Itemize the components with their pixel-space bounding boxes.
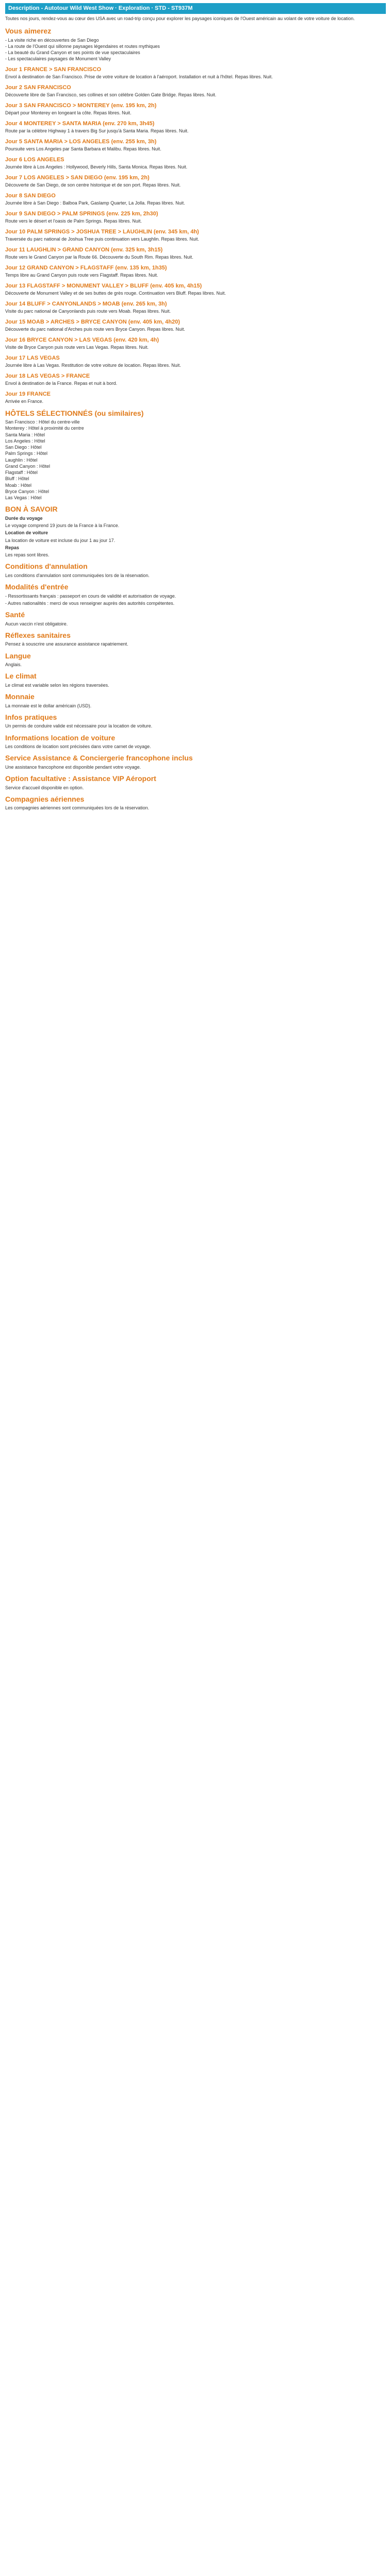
bon-a-savoir-section <box>5 505 386 558</box>
langue-section <box>5 652 386 668</box>
infos-section <box>5 713 386 730</box>
climat-section <box>5 672 386 688</box>
section-heading: Santé <box>5 611 25 619</box>
day-heading: Jour 16 BRYCE CANYON > LAS VEGAS (env. 420 km, 4h) <box>5 336 159 343</box>
day-heading: Jour 4 MONTEREY > SANTA MARIA (env. 270 km, 3h45) <box>5 120 155 127</box>
block-heading: Repas <box>5 545 20 550</box>
day-text: Visite du parc national de Canyonlands puis route vers Moab. Repas libres. Nuit. <box>5 309 171 314</box>
hotel-line: Moab : Hôtel <box>5 482 32 488</box>
monnaie-text: La monnaie est le dollar américain (USD). <box>5 703 92 708</box>
reflexes-section <box>5 631 386 648</box>
list-item: - La beauté du Grand Canyon et ses points de vue spectaculaires <box>5 50 140 56</box>
section-heading: Le climat <box>5 672 37 681</box>
hotel-line: Palm Springs : Hôtel <box>5 451 48 456</box>
section-heading: Service Assistance & Conciergerie francophone inclus <box>5 754 193 762</box>
section-heading: Réflexes sanitaires <box>5 631 71 639</box>
day-heading: Jour 11 LAUGHLIN > GRAND CANYON (env. 325 km, 3h15) <box>5 246 163 253</box>
block-text: Le voyage comprend 19 jours de la France à la France. <box>5 523 120 529</box>
climat-text: Le climat est variable selon les régions traversées. <box>5 682 109 688</box>
hotel-line: Bryce Canyon : Hôtel <box>5 488 50 494</box>
day-text: Journée libre à Las Vegas. Restitution de votre voiture de location. Repas libres. Nuit. <box>5 363 181 368</box>
hotel-line: Grand Canyon : Hôtel <box>5 463 51 469</box>
day-text: Découverte libre de San Francisco, ses collines et son célèbre Golden Gate Bridge. Repas libres. Nuit. <box>5 92 217 98</box>
day-heading: Jour 3 SAN FRANCISCO > MONTEREY (env. 195 km, 2h) <box>5 102 157 109</box>
conditions-section <box>5 562 386 579</box>
day-text: Route vers le désert et l'oasis de Palm Springs. Repas libres. Nuit. <box>5 218 142 224</box>
day-heading: Jour 6 LOS ANGELES <box>5 156 64 163</box>
block-text: La location de voiture est incluse du jour 1 au jour 17. <box>5 537 116 543</box>
section-heading: BON À SAVOIR <box>5 505 58 514</box>
day-heading: Jour 1 FRANCE > SAN FRANCISCO <box>5 66 102 73</box>
vous-aimerez-section <box>5 27 386 62</box>
day-text: Route par la célèbre Highway 1 à travers Big Sur jusqu'à Santa Maria. Repas libres. Nuit. <box>5 128 189 134</box>
hotels-section <box>5 409 386 501</box>
section-heading: Informations location de voiture <box>5 733 116 742</box>
compagnies-text: Les compagnies aériennes sont communiquées lors de la réservation. <box>5 805 150 811</box>
hotel-line: Laughlin : Hôtel <box>5 457 38 463</box>
intro-text: Toutes nos jours, rendez-vous au cœur des USA avec un road-trip conçu pour explorer les paysages iconiques de l'Ouest américain au volant de votre voiture de location. <box>5 15 355 21</box>
block-heading: Location de voiture <box>5 530 48 536</box>
section-heading: Option facultative : Assistance VIP Aéroport <box>5 774 156 783</box>
day-heading: Jour 19 FRANCE <box>5 391 51 397</box>
day-heading: Jour 5 SANTA MARIA > LOS ANGELES (env. 255 km, 3h) <box>5 138 157 145</box>
day-text: Découverte de San Diego, de son centre historique et de son port. Repas libres. Nuit. <box>5 182 181 188</box>
modalites-text: - Autres nationalités : merci de vous renseigner auprès des autorités compétentes. <box>5 600 175 606</box>
day-text: Poursuite vers Los Angeles par Santa Barbara et Malibu. Repas libres. Nuit. <box>5 146 161 152</box>
section-heading: Infos pratiques <box>5 713 57 721</box>
day-heading: Jour 14 BLUFF > CANYONLANDS > MOAB (env. 265 km, 3h) <box>5 300 167 307</box>
sante-text: Aucun vaccin n'est obligatoire. <box>5 621 68 626</box>
hotel-line: Las Vegas : Hôtel <box>5 495 42 501</box>
hotel-line: Flagstaff : Hôtel <box>5 470 38 476</box>
section-heading: Modalités d'entrée <box>5 583 69 591</box>
day-text: Journée libre à Los Angeles : Hollywood, Beverly Hills, Santa Monica. Repas libres. Nuit. <box>5 164 188 170</box>
day-text: Découverte de Monument Valley et de ses buttes de grès rouge. Continuation vers Bluff. Repas libres. Nuit. <box>5 291 226 296</box>
hotel-line: Santa Maria : Hôtel <box>5 432 45 437</box>
location-section <box>5 734 386 750</box>
langue-text: Anglais. <box>5 662 22 668</box>
sante-section <box>5 611 386 627</box>
option-text: Service d'accueil disponible en option. <box>5 785 84 790</box>
service-section <box>5 754 386 770</box>
reflexes-text: Pensez à souscrire une assurance assistance rapatriement. <box>5 641 128 647</box>
hotel-line: San Francisco : Hôtel du centre-ville <box>5 419 80 425</box>
day-text: Départ pour Monterey en longeant la côte. Repas libres. Nuit. <box>5 110 132 116</box>
section-heading: Vous aimerez <box>5 27 52 36</box>
hotel-line: Monterey : Hôtel à proximité du centre <box>5 426 84 431</box>
modalites-text: - Ressortissants français : passeport en cours de validité et autorisation de voyage. <box>5 593 176 599</box>
condition-line: Les conditions d'annulation sont communiquées lors de la réservation. <box>5 572 150 578</box>
list-item: - Les spectaculaires paysages de Monument Valley <box>5 56 111 62</box>
block-heading: Durée du voyage <box>5 515 43 521</box>
list-item: - La visite riche en découvertes de San Diego <box>5 37 99 43</box>
day-text: Route vers le Grand Canyon par la Route 66. Découverte du South Rim. Repas libres. Nuit. <box>5 255 193 260</box>
section-heading: HÔTELS SÉLECTIONNÉS (ou similaires) <box>5 409 144 417</box>
day-heading: Jour 18 LAS VEGAS > FRANCE <box>5 372 90 379</box>
day-heading: Jour 9 SAN DIEGO > PALM SPRINGS (env. 225 km, 2h30) <box>5 210 158 217</box>
hotel-line: Bluff : Hôtel <box>5 476 29 482</box>
day-text: Temps libre au Grand Canyon puis route vers Flagstaff. Repas libres. Nuit. <box>5 273 158 278</box>
day-text: Découverte du parc national d'Arches puis route vers Bryce Canyon. Repas libres. Nuit. <box>5 327 185 332</box>
day-heading: Jour 17 LAS VEGAS <box>5 354 60 361</box>
page-title-banner: Description - Autotour Wild West Show · Exploration · STD - ST937M <box>5 3 386 14</box>
hotel-line: San Diego : Hôtel <box>5 445 42 450</box>
day-heading: Jour 7 LOS ANGELES > SAN DIEGO (env. 195 km, 2h) <box>5 174 150 181</box>
day-heading: Jour 13 FLAGSTAFF > MONUMENT VALLEY > BLUFF (env. 405 km, 4h15) <box>5 282 202 289</box>
list-item: - La route de l'Ouest qui sillonne paysages légendaires et routes mythiques <box>5 43 160 49</box>
section-heading: Conditions d'annulation <box>5 562 88 571</box>
infos-text: Un permis de conduire valide est nécessaire pour la location de voiture. <box>5 723 153 729</box>
day-text: Arrivée en France. <box>5 399 44 404</box>
day-text: Traversée du parc national de Joshua Tree puis continuation vers Laughlin. Repas libres. Nuit. <box>5 236 199 242</box>
day-heading: Jour 8 SAN DIEGO <box>5 192 56 199</box>
section-heading: Langue <box>5 651 31 660</box>
day-text: Envol à destination de la France. Repas et nuit à bord. <box>5 381 118 386</box>
monnaie-section <box>5 692 386 709</box>
location-text: Les conditions de location sont précisées dans votre carnet de voyage. <box>5 744 151 750</box>
service-text: Une assistance francophone est disponible pendant votre voyage. <box>5 764 141 770</box>
day-text: Journée libre à San Diego : Balboa Park, Gaslamp Quarter, La Jolla. Repas libres. Nuit. <box>5 200 185 206</box>
itinerary <box>5 66 386 405</box>
day-text: Visite de Bryce Canyon puis route vers Las Vegas. Repas libres. Nuit. <box>5 345 149 350</box>
hotel-line: Los Angeles : Hôtel <box>5 438 45 444</box>
day-text: Envol à destination de San Francisco. Prise de votre voiture de location à l'aéroport. Installation et nuit à l'hôtel. Repas libres. Nuit. <box>5 74 273 80</box>
modalites-section <box>5 583 386 606</box>
compagnies-section <box>5 795 386 811</box>
day-heading: Jour 12 GRAND CANYON > FLAGSTAFF (env. 135 km, 1h35) <box>5 264 167 271</box>
option-section <box>5 774 386 791</box>
section-heading: Monnaie <box>5 692 35 701</box>
day-heading: Jour 10 PALM SPRINGS > JOSHUA TREE > LAUGHLIN (env. 345 km, 4h) <box>5 228 199 235</box>
page <box>0 0 391 811</box>
day-heading: Jour 15 MOAB > ARCHES > BRYCE CANYON (env. 405 km, 4h20) <box>5 318 180 325</box>
block-text: Les repas sont libres. <box>5 552 50 558</box>
section-heading: Compagnies aériennes <box>5 794 85 803</box>
day-heading: Jour 2 SAN FRANCISCO <box>5 84 71 91</box>
